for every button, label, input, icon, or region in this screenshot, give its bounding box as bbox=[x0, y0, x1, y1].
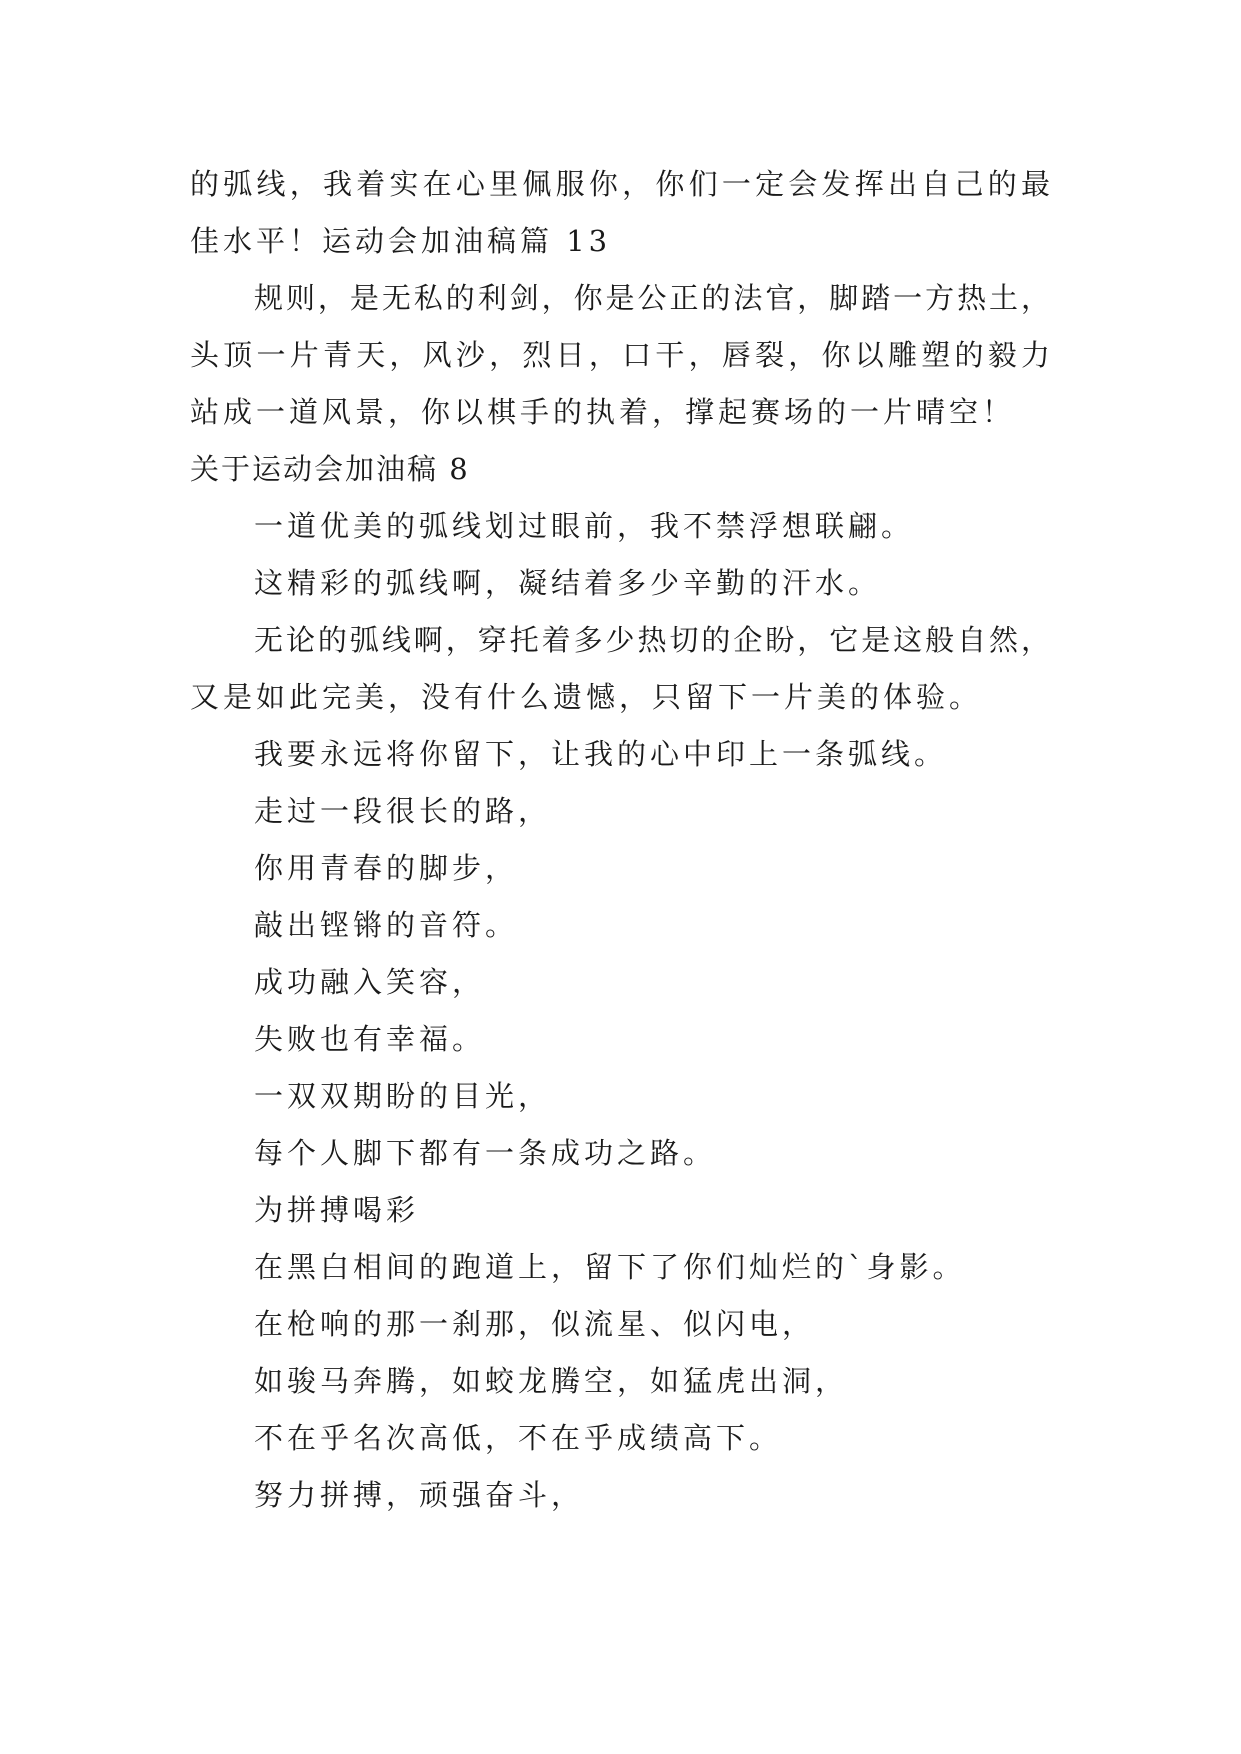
text-line: 规则，是无私的利剑，你是公正的法官，脚踏一方热土， bbox=[254, 281, 1050, 315]
text-line: 这精彩的弧线啊，凝结着多少辛勤的汗水。 bbox=[254, 566, 882, 600]
text-line: 我要永远将你留下，让我的心中印上一条弧线。 bbox=[254, 737, 948, 771]
poem-line: 走过一段很长的路， bbox=[254, 794, 552, 828]
text-line: 无论的弧线啊，穿托着多少热切的企盼，它是这般自然， bbox=[254, 623, 1050, 657]
section-heading: 关于运动会加油稿 8 bbox=[190, 452, 470, 486]
poem-line: 如骏马奔腾，如蛟龙腾空，如猛虎出洞， bbox=[254, 1364, 849, 1398]
poem-line: 不在乎名次高低，不在乎成绩高下。 bbox=[254, 1421, 783, 1455]
text-line: 又是如此完美，没有什么遗憾，只留下一片美的体验。 bbox=[190, 680, 983, 714]
poem-line: 成功融入笑容， bbox=[254, 965, 486, 999]
poem-title: 为拼搏喝彩 bbox=[254, 1193, 420, 1227]
text-line: 的弧线，我着实在心里佩服你，你们一定会发挥出自己的最 bbox=[190, 167, 1050, 201]
poem-line: 失败也有幸福。 bbox=[254, 1022, 486, 1056]
poem-line: 敲出铿锵的音符。 bbox=[254, 908, 519, 942]
poem-line: 在枪响的那一刹那，似流星、似闪电， bbox=[254, 1307, 816, 1341]
text-line: 站成一道风景，你以棋手的执着，撑起赛场的一片晴空！ bbox=[190, 395, 1016, 429]
poem-line: 努力拼搏，顽强奋斗， bbox=[254, 1478, 585, 1512]
poem-line: 每个人脚下都有一条成功之路。 bbox=[254, 1136, 717, 1170]
poem-line: 一双双期盼的目光， bbox=[254, 1079, 552, 1113]
text-line: 一道优美的弧线划过眼前，我不禁浮想联翩。 bbox=[254, 509, 915, 543]
text-line: 头顶一片青天，风沙，烈日，口干，唇裂，你以雕塑的毅力 bbox=[190, 338, 1050, 372]
poem-line: 你用青春的脚步， bbox=[254, 851, 519, 885]
poem-line: 在黑白相间的跑道上，留下了你们灿烂的`身影。 bbox=[254, 1250, 966, 1284]
text-line-with-heading: 佳水平！运动会加油稿篇 13 bbox=[190, 224, 612, 258]
